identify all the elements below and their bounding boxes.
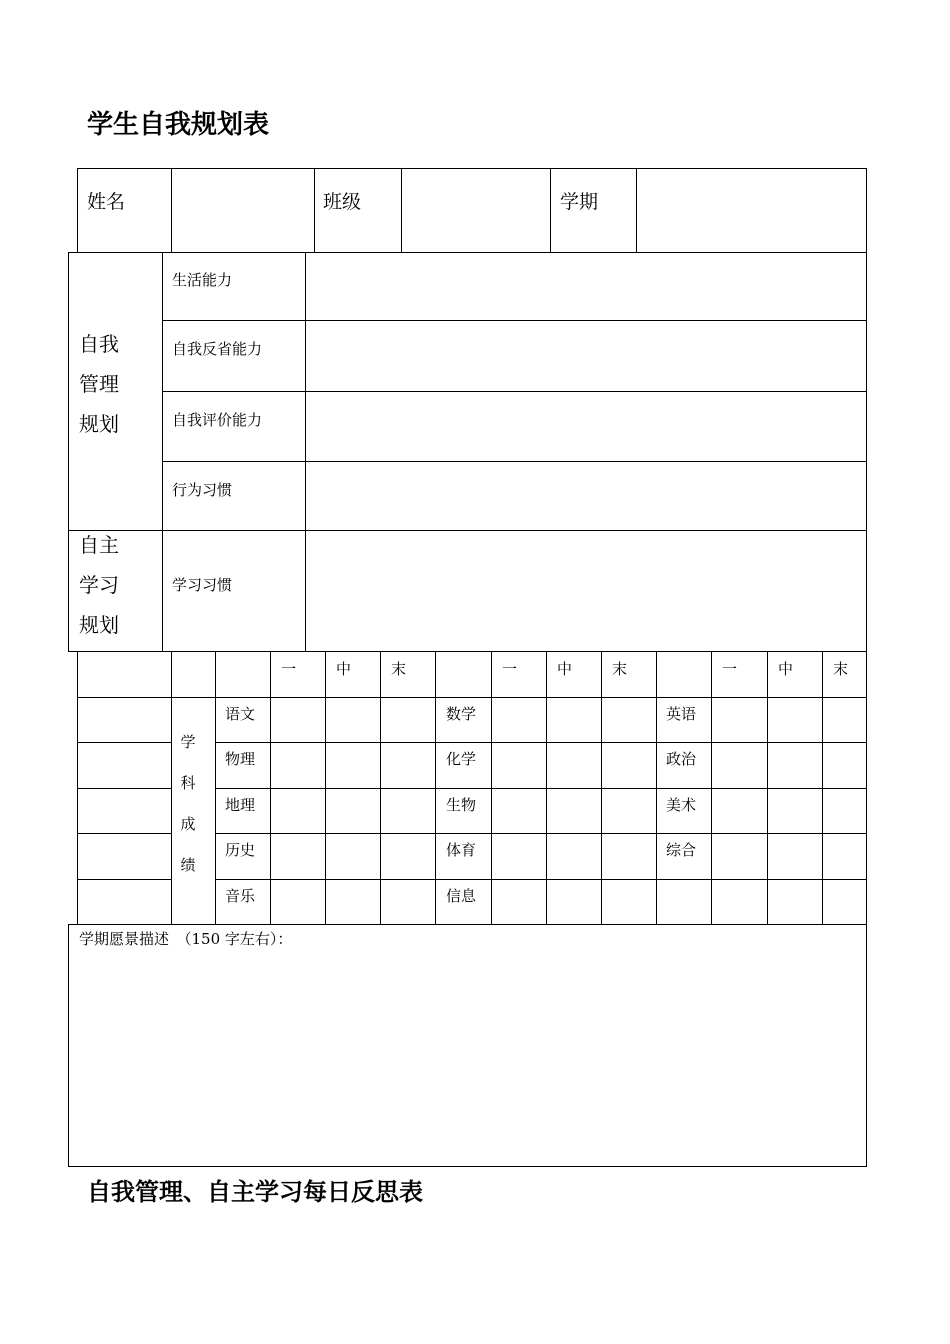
- vertical-char: 绩: [180, 856, 196, 874]
- name-label: 姓名: [87, 191, 126, 213]
- exam-header-final: 末: [391, 660, 407, 678]
- subject-it: 信息: [446, 887, 477, 905]
- exam-header-final: 末: [612, 660, 628, 678]
- group-line: 规划: [79, 412, 119, 436]
- vision-label: 学期愿景描述 （150 字左右）：: [79, 930, 293, 948]
- self-reflection-label: 自我反省能力: [172, 340, 263, 358]
- subject-geography: 地理: [225, 796, 256, 814]
- reflection-table-title: 自我管理、自主学习每日反思表: [87, 1178, 423, 1206]
- subject-math: 数学: [446, 705, 477, 723]
- page-title: 学生自我规划表: [87, 110, 270, 140]
- subject-history: 历史: [225, 841, 256, 859]
- subject-comprehensive: 综合: [666, 841, 697, 859]
- subject-english: 英语: [666, 705, 697, 723]
- group-line: 自主: [79, 533, 119, 557]
- study-habits-label: 学习习惯: [172, 576, 233, 594]
- self-evaluation-label: 自我评价能力: [172, 411, 263, 429]
- group-line: 学习: [79, 573, 119, 597]
- exam-header-mid: 中: [778, 660, 794, 678]
- subject-music: 音乐: [225, 887, 256, 905]
- exam-header-first: 一: [722, 660, 738, 678]
- subject-chinese: 语文: [225, 705, 256, 723]
- group-line: 规划: [79, 613, 119, 637]
- vertical-char: 学: [180, 733, 196, 751]
- life-skills-label: 生活能力: [172, 271, 233, 289]
- exam-header-final: 末: [833, 660, 849, 678]
- class-label: 班级: [323, 191, 362, 213]
- subject-biology: 生物: [446, 796, 477, 814]
- subject-chemistry: 化学: [446, 750, 477, 768]
- term-label: 学期: [560, 191, 599, 213]
- exam-header-mid: 中: [336, 660, 352, 678]
- group-line: 自我: [79, 332, 119, 356]
- vertical-char: 科: [180, 774, 196, 792]
- subject-grades-vertical-label: [178, 722, 200, 886]
- subject-physics: 物理: [225, 750, 256, 768]
- subject-pe: 体育: [446, 841, 477, 859]
- subject-art: 美术: [666, 796, 697, 814]
- group-line: 管理: [79, 372, 119, 396]
- vertical-char: 成: [180, 815, 196, 833]
- exam-header-mid: 中: [557, 660, 573, 678]
- vision-field[interactable]: [68, 924, 867, 1167]
- subject-politics: 政治: [666, 750, 697, 768]
- exam-header-first: 一: [502, 660, 518, 678]
- exam-header-first: 一: [281, 660, 297, 678]
- behavior-habits-label: 行为习惯: [172, 481, 233, 499]
